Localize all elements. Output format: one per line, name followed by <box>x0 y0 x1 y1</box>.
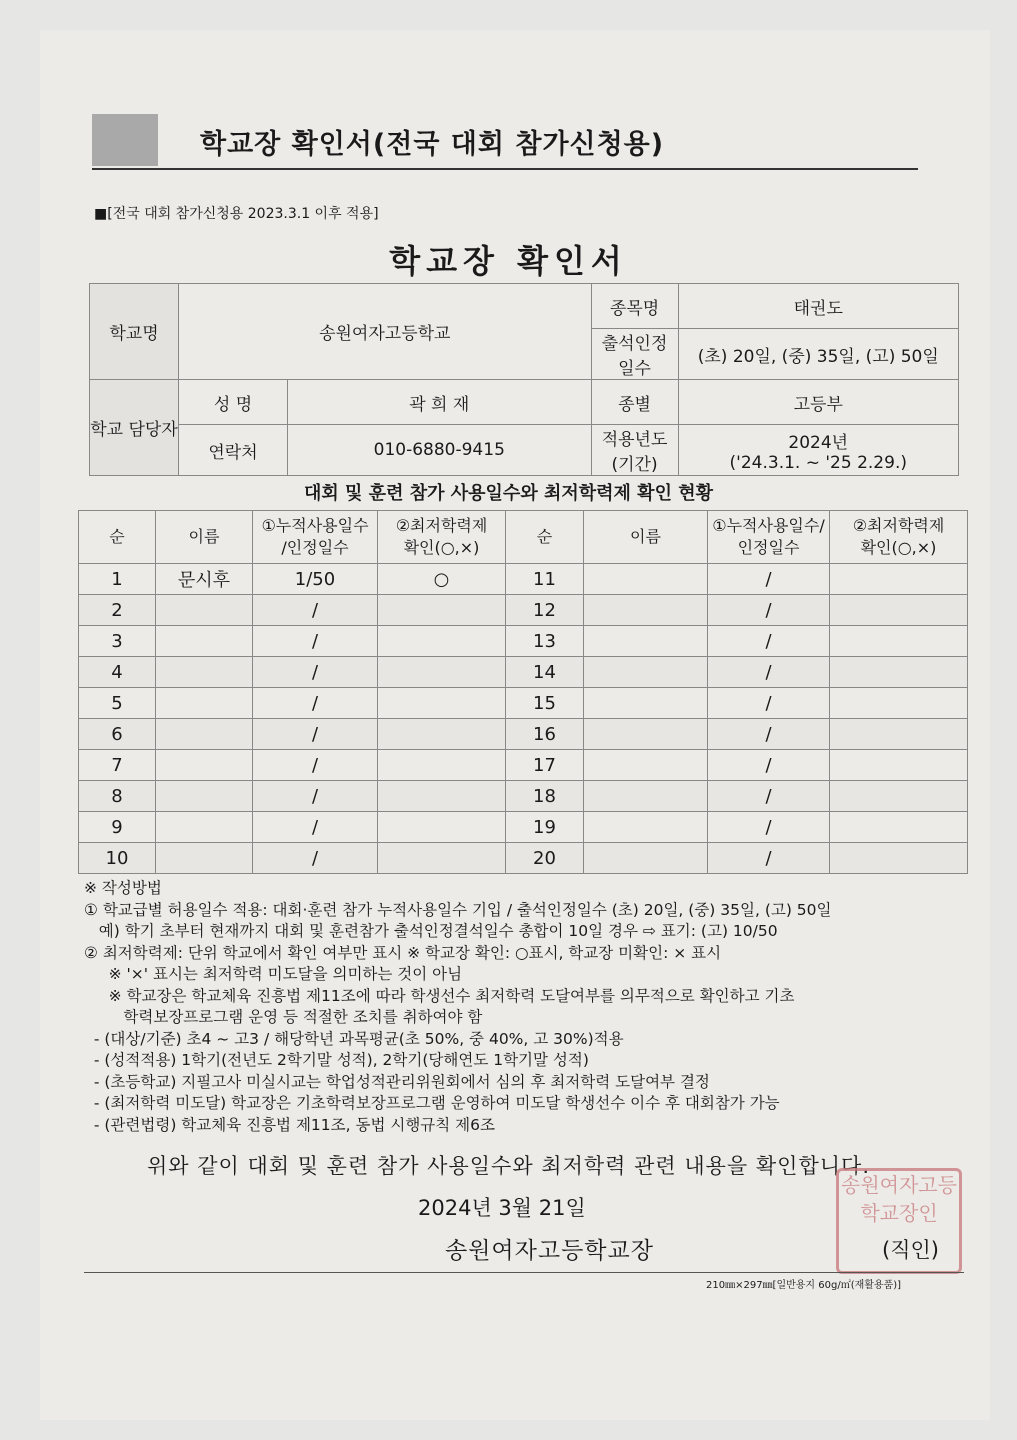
table-row <box>79 626 968 657</box>
row-name <box>584 750 708 781</box>
attendance-label: 출석인정 일수 <box>591 329 678 380</box>
table-row <box>79 843 968 874</box>
row-no: 8 <box>79 781 156 812</box>
row-days: / <box>253 688 378 719</box>
row-check <box>830 626 968 657</box>
row-name <box>584 719 708 750</box>
row-check <box>378 719 506 750</box>
footer-divider <box>84 1272 964 1273</box>
row-no: 16 <box>506 719 584 750</box>
col-days-2 <box>708 511 830 564</box>
row-no: 18 <box>506 781 584 812</box>
row-check <box>378 843 506 874</box>
row-no: 15 <box>506 688 584 719</box>
row-name <box>156 657 253 688</box>
table-title: 대회 및 훈련 참가 사용일수와 최저학력제 확인 현황 <box>303 483 713 504</box>
row-no: 17 <box>506 750 584 781</box>
row-check <box>830 781 968 812</box>
row-days: / <box>708 781 830 812</box>
row-check <box>378 626 506 657</box>
row-check <box>830 750 968 781</box>
event-value: 태권도 <box>678 284 958 329</box>
row-no: 12 <box>506 595 584 626</box>
year-cell <box>678 425 958 476</box>
principal-name: 송원여자고등학교장 <box>445 1238 654 1264</box>
name-value: 곽 희 재 <box>288 380 592 425</box>
row-check <box>830 595 968 626</box>
row-check <box>830 719 968 750</box>
row-no: 6 <box>79 719 156 750</box>
header-title: 학교장 확인서(전국 대회 참가신청용) <box>200 129 665 160</box>
row-name <box>584 564 708 595</box>
header-divider <box>92 168 918 170</box>
row-check <box>378 781 506 812</box>
row-days: / <box>253 626 378 657</box>
document-title: 학교장 확인서 <box>389 242 628 280</box>
row-no: 2 <box>79 595 156 626</box>
row-name <box>584 657 708 688</box>
col-acad-line2: 확인(○,×) <box>403 538 480 557</box>
division-value: 고등부 <box>678 380 958 425</box>
row-name: 문시후 <box>156 564 253 595</box>
row-days: / <box>253 750 378 781</box>
row-check <box>830 688 968 719</box>
col-acad2-line2: 확인(○,×) <box>860 538 937 557</box>
row-no: 5 <box>79 688 156 719</box>
row-name <box>584 843 708 874</box>
confirmation-statement: 위와 같이 대회 및 훈련 참가 사용일수와 최저학력 관련 내용을 확인합니다. <box>146 1154 870 1178</box>
header-bar <box>92 114 158 166</box>
row-days: / <box>708 812 830 843</box>
row-name <box>584 812 708 843</box>
division-label: 종별 <box>591 380 678 425</box>
note-line: ※ 학교장은 학교체육 진흥법 제11조에 따라 학생선수 최저학력 도달여부를 의무적으로 확인하고 기초 <box>84 986 795 1005</box>
contact-label: 연락처 <box>179 425 288 476</box>
paper-spec: 210㎜×297㎜[일반용지 60g/㎡(재활용품)] <box>706 1280 902 1291</box>
name-label: 성 명 <box>179 380 288 425</box>
row-no: 20 <box>506 843 584 874</box>
row-days: / <box>253 843 378 874</box>
row-name <box>584 595 708 626</box>
row-check <box>378 750 506 781</box>
row-no: 13 <box>506 626 584 657</box>
row-name <box>156 781 253 812</box>
applicability-note: ■[전국 대회 참가신청용 2023.3.1 이후 적용] <box>94 206 379 222</box>
issue-date: 2024년 3월 21일 <box>418 1196 586 1220</box>
note-line: - (성적적용) 1학기(전년도 2학기말 성적), 2학기(당해연도 1학기말 성적) <box>84 1051 589 1069</box>
row-check <box>378 595 506 626</box>
row-check <box>378 812 506 843</box>
row-name <box>584 626 708 657</box>
row-name <box>156 750 253 781</box>
note-line: - (최저학력 미도달) 학교장은 기초학력보장프로그램 운영하여 미도달 학생선수 이수 후 대회참가 가능 <box>84 1094 780 1112</box>
col-no: 순 <box>79 511 156 564</box>
row-no: 11 <box>506 564 584 595</box>
row-check <box>830 657 968 688</box>
table-row <box>79 750 968 781</box>
row-check <box>830 812 968 843</box>
note-line: ※ 작성방법 <box>84 879 162 897</box>
row-check <box>378 657 506 688</box>
contact-value: 010-6880-9415 <box>288 425 592 476</box>
row-check <box>830 843 968 874</box>
row-no: 7 <box>79 750 156 781</box>
official-seal: 송원여자고등학교장인 <box>836 1168 962 1274</box>
event-label: 종목명 <box>591 284 678 329</box>
table-row <box>79 812 968 843</box>
row-name <box>156 626 253 657</box>
col-name: 이름 <box>156 511 253 564</box>
header-row <box>79 511 968 564</box>
col-days2-line1: ①누적사용일수/ <box>712 516 825 535</box>
row-no: 1 <box>79 564 156 595</box>
row-name <box>584 781 708 812</box>
note-line: - (초등학교) 지필고사 미실시교는 학업성적관리위원회에서 심의 후 최저학력 도달여부 결정 <box>84 1072 710 1091</box>
note-line: - (대상/기준) 초4 ~ 고3 / 해당학년 과목평균(초 50%, 중 40%, 고 30%)적용 <box>84 1029 624 1048</box>
col-days-line2: /인정일수 <box>281 538 349 557</box>
row-name <box>156 719 253 750</box>
row-check <box>378 688 506 719</box>
note-line: - (관련법령) 학교체육 진흥법 제11조, 동법 시행규칙 제6조 <box>84 1115 495 1134</box>
instructions <box>84 878 984 1136</box>
note-line: 학력보장프로그램 운영 등 적절한 조치를 취하여야 함 <box>84 1008 483 1026</box>
year-label: 적용년도 (기간) <box>591 425 678 476</box>
col-days <box>253 511 378 564</box>
row-no: 9 <box>79 812 156 843</box>
manager-label: 학교 담당자 <box>90 380 179 476</box>
row-days: / <box>708 564 830 595</box>
row-name <box>156 595 253 626</box>
table-row <box>79 564 968 595</box>
row-no: 14 <box>506 657 584 688</box>
usage-table <box>78 510 968 874</box>
col-acad <box>378 511 506 564</box>
table-row <box>79 595 968 626</box>
col-no-2: 순 <box>506 511 584 564</box>
info-table <box>89 283 959 476</box>
row-days: / <box>708 688 830 719</box>
note-line: 예) 학기 초부터 현재까지 대회 및 훈련참가 출석인정결석일수 총합이 10일 경우 ⇨ 표기: (고) 10/50 <box>84 922 778 940</box>
col-name-2: 이름 <box>584 511 708 564</box>
col-days2-line2: 인정일수 <box>737 538 800 557</box>
note-line: ① 학교급별 허용일수 적용: 대회·훈련 참가 누적사용일수 기입 / 출석인정일수 (초) 20일, (중) 35일, (고) 50일 <box>84 900 832 919</box>
seal-label: (직인) <box>882 1238 939 1262</box>
table-row <box>79 657 968 688</box>
row-days: / <box>253 595 378 626</box>
col-acad2-line1: ②최저학력제 <box>852 516 945 535</box>
table-row <box>79 688 968 719</box>
row-days: / <box>708 626 830 657</box>
row-days: 1/50 <box>253 564 378 595</box>
col-days-line1: ①누적사용일수 <box>261 516 369 535</box>
row-no: 19 <box>506 812 584 843</box>
school-label: 학교명 <box>90 284 179 380</box>
row-name <box>156 843 253 874</box>
row-days: / <box>708 657 830 688</box>
year-value: 2024년 <box>788 432 849 453</box>
row-no: 10 <box>79 843 156 874</box>
row-name <box>156 812 253 843</box>
table-row <box>79 719 968 750</box>
row-no: 4 <box>79 657 156 688</box>
row-days: / <box>253 781 378 812</box>
row-days: / <box>253 719 378 750</box>
row-no: 3 <box>79 626 156 657</box>
row-check <box>830 564 968 595</box>
row-days: / <box>708 719 830 750</box>
note-line: ※ '×' 표시는 최저학력 미도달을 의미하는 것이 아님 <box>84 965 463 983</box>
table-row <box>79 781 968 812</box>
school-value: 송원여자고등학교 <box>179 284 592 380</box>
col-acad-2 <box>830 511 968 564</box>
row-days: / <box>253 812 378 843</box>
row-check: ○ <box>378 564 506 595</box>
attendance-value: (초) 20일, (중) 35일, (고) 50일 <box>678 329 958 380</box>
row-name <box>584 688 708 719</box>
col-acad-line1: ②최저학력제 <box>395 516 488 535</box>
row-days: / <box>708 595 830 626</box>
row-name <box>156 688 253 719</box>
note-line: ② 최저학력제: 단위 학교에서 확인 여부만 표시 ※ 학교장 확인: ○표시, 학교장 미확인: × 표시 <box>84 943 722 962</box>
row-days: / <box>708 843 830 874</box>
row-days: / <box>253 657 378 688</box>
row-days: / <box>708 750 830 781</box>
year-period: ('24.3.1. ~ '25 2.29.) <box>729 452 907 473</box>
